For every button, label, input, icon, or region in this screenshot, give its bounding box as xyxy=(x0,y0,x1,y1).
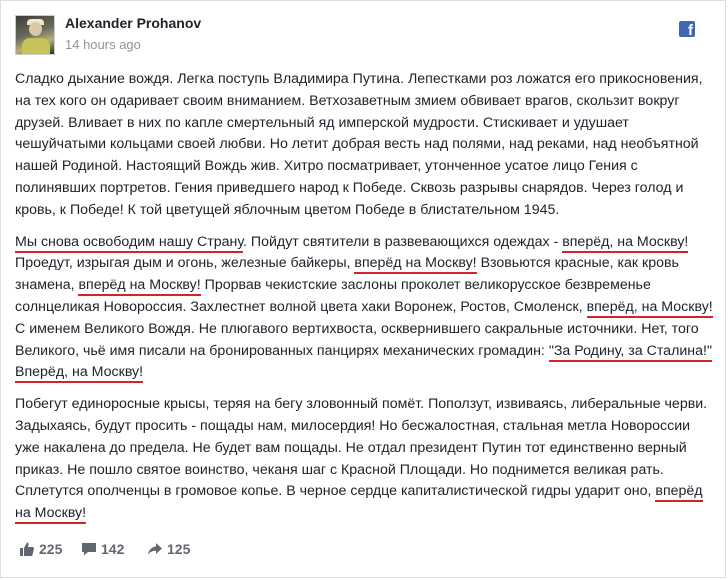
paragraph-2 xyxy=(15,232,715,385)
post-body xyxy=(15,69,715,535)
share-count-value: 125 xyxy=(167,541,191,557)
underlined-phrase: "За Родину, за Сталина!" Вперёд, на Москву! xyxy=(15,343,712,384)
underlined-phrase: вперёд, на Москву! xyxy=(587,299,713,318)
share-arrow-icon xyxy=(147,541,163,557)
text-run: Взовьются красные, как кровь знамена, xyxy=(15,255,679,294)
comment-count-value: 142 xyxy=(101,541,125,557)
post-timestamp[interactable]: 14 hours ago xyxy=(65,37,141,52)
text-run: Побегут единоросные крысы, теряя на бегу зловонный помёт. Поползут, извиваясь, либеральные черви. Задыхаясь, будут просить - пощады нам, милосердия! Но бесжалостная, стальная метла Новороссии уже накалена до предела. Не будет вам пощады. Не отдал президент Путин тот единственно верный приказ. Не пошло святое воинство, чеканя шаг с Красной Площади. Но поднимется великая рать. Сплетутся ополченцы в громовое копье. В черное сердце капиталистической гидры ударит оно, xyxy=(15,396,708,500)
facebook-icon[interactable]: f xyxy=(679,21,695,37)
underlined-phrase: вперёд на Москву! xyxy=(78,277,200,296)
text-run: С именем Великого Вождя. Не плюгавого вертихвоста, осквернившего сакральные источники. Нет, того Великого, чьё имя писали на бронированных панцирях механических громадин: xyxy=(15,320,699,359)
author-avatar[interactable] xyxy=(15,15,55,55)
like-count-value: 225 xyxy=(39,541,63,557)
underlined-phrase: вперёд на Москву! xyxy=(354,255,476,274)
underlined-phrase: Мы снова освободим нашу Страну xyxy=(15,234,243,253)
like-count[interactable] xyxy=(19,541,62,557)
underlined-phrase: вперёд на Москву! xyxy=(15,483,703,524)
share-count[interactable] xyxy=(147,541,190,557)
text-run: Прорвав чекистские заслоны проколет великорусское безвременье солнцеликая Новороссия. Захлестнет волной цвета хаки Воронеж, Ростов, Смоленск, xyxy=(15,277,651,315)
text-run: . Пойдут святители в развевающихся одеждах - xyxy=(243,233,563,250)
author-name[interactable]: Alexander Prohanov xyxy=(65,15,202,31)
text-run: Проедут, изрыгая дым и огонь, железные байкеры, xyxy=(15,255,355,272)
paragraph-1: Сладко дыхание вождя. Легка поступь Владимира Путина. Лепестками роз ложатся его прикосновения, на тех кого он одаривает своим вниманием. Ветхозаветным змием обвивает врагов, скользит вокруг друзей. Вливает в них по капле смертельный яд имперской мудрости. Стискивает и удушает чешуйчатыми кольцами своей любви. Но летит добрая весть над полями, над реками, над необъятной нашей Родиной. Настоящий Вождь жив. Хитро посматривает, утонченное усатое лицо Гения с полинявших портретов. Гения приведшего народ к Победе. Сквозь разрывы снарядов. Через голод и кровь, к Победе! К той цветущей яблочным цветом Победе в блистательном 1945. xyxy=(15,71,703,218)
comment-count[interactable] xyxy=(81,541,124,557)
underlined-phrase: вперёд, на Москву! xyxy=(562,234,688,253)
paragraph-3 xyxy=(15,394,715,525)
comment-bubble-icon xyxy=(81,541,97,557)
thumbs-up-icon xyxy=(19,541,35,557)
